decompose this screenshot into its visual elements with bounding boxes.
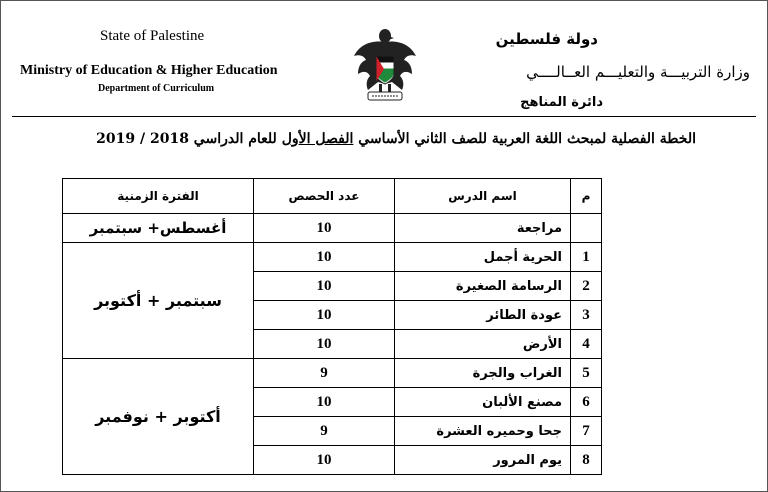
plan-title-semester: الفصل الأول <box>281 131 354 147</box>
row-count: 10 <box>254 388 395 417</box>
row-count: 10 <box>254 301 395 330</box>
header-divider <box>12 116 756 117</box>
plan-title-part2: للعام الدراسي 2018 / 2019 <box>96 131 282 147</box>
row-num: 4 <box>571 330 602 359</box>
row-lesson: الحرية أجمل <box>395 243 571 272</box>
row-lesson: يوم المرور <box>395 446 571 475</box>
row-num: 3 <box>571 301 602 330</box>
row-lesson: الغراب والجرة <box>395 359 571 388</box>
row-count: 9 <box>254 359 395 388</box>
english-ministry-name: Ministry of Education & Higher Education <box>20 63 278 78</box>
english-state-name: State of Palestine <box>100 28 205 44</box>
row-lesson: الرسامة الصغيرة <box>395 272 571 301</box>
row-lesson: مراجعة <box>395 214 571 243</box>
row-num: 5 <box>571 359 602 388</box>
header-lesson: اسم الدرس <box>395 179 571 214</box>
row-count: 10 <box>254 330 395 359</box>
english-department-name: Department of Curriculum <box>98 83 215 94</box>
header-count: عدد الحصص <box>254 179 395 214</box>
row-num: 7 <box>571 417 602 446</box>
row-count: 9 <box>254 417 395 446</box>
row-num: 1 <box>571 243 602 272</box>
row-count: 10 <box>254 272 395 301</box>
row-lesson: جحا وحميره العشرة <box>395 417 571 446</box>
table-row <box>63 243 602 272</box>
row-lesson: عودة الطائر <box>395 301 571 330</box>
row-period: أغسطس+ سبتمبر <box>63 214 254 243</box>
arabic-state-name: دولة فلسطين <box>495 30 598 48</box>
arabic-ministry-name: وزارة التربيـــة والتعليـــم العــالــــي <box>526 63 750 81</box>
group-period: أكتوبر + نوفمبر <box>63 359 254 475</box>
plan-title <box>96 131 696 147</box>
table-header-row <box>63 179 602 214</box>
plan-title-part1: الخطة الفصلية لمبحث اللغة العربية للصف الثاني الأساسي <box>353 131 696 147</box>
arabic-department-name: دائرة المناهج <box>520 95 603 110</box>
lesson-plan-table <box>62 178 602 475</box>
group-period: سبتمبر + أكتوبر <box>63 243 254 359</box>
row-count: 10 <box>254 243 395 272</box>
row-lesson: الأرض <box>395 330 571 359</box>
table-row <box>63 359 602 388</box>
row-count: 10 <box>254 214 395 243</box>
row-num <box>571 214 602 243</box>
row-num: 2 <box>571 272 602 301</box>
row-num: 6 <box>571 388 602 417</box>
row-count: 10 <box>254 446 395 475</box>
row-num: 8 <box>571 446 602 475</box>
row-lesson: مصنع الألبان <box>395 388 571 417</box>
table-row <box>63 214 602 243</box>
header-num: م <box>571 179 602 214</box>
header-period: الفترة الزمنية <box>63 179 254 214</box>
palestine-eagle-emblem <box>352 22 418 108</box>
